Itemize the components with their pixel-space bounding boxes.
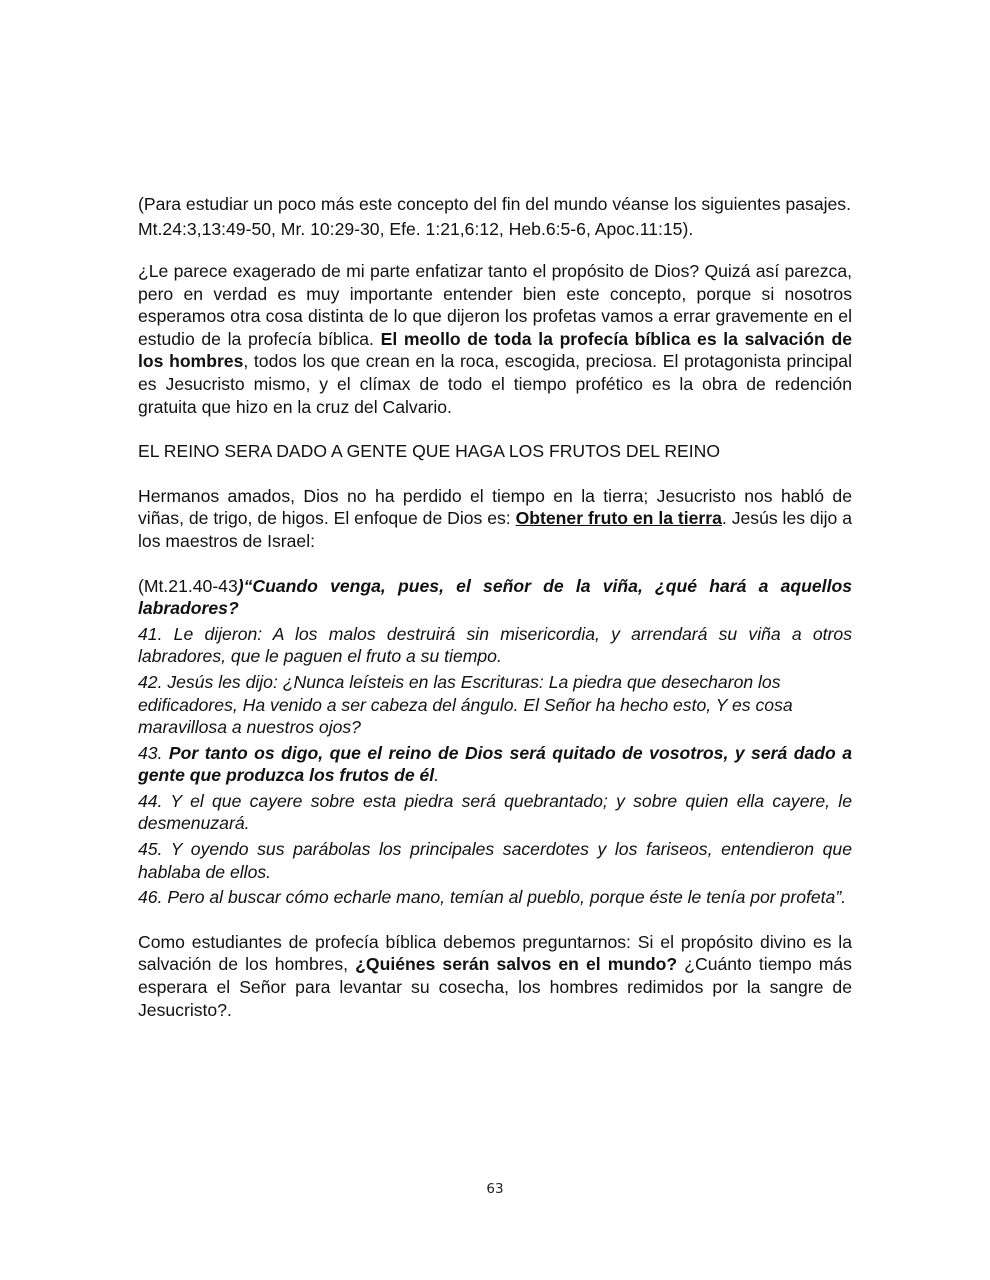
purpose-text-1: ¿Le parece exagerado de mi parte enfatizar tanto el propósito de Dios? Quizá así parezca, pero en verdad es muy importante entender bien este concepto, porque si nosotros esperamos otra cosa distinta de lo que dijeron los profetas vamos a errar gravemente en el estudio de la profecía bíblica. [138,261,852,349]
scripture-verse-42: 42. Jesús les dijo: ¿Nunca leísteis en las Escrituras: La piedra que desecharon los edificadores, Ha venido a ser cabeza del ángulo. El Señor ha hecho esto, Y es cosa maravillosa a nuestros ojos? [138,671,793,738]
fruit-text-1: Hermanos amados, Dios no ha perdido el tiempo en la tierra; Jesucristo nos habló de viñas, de trigo, de higos. El enfoque de Dios es: [138,485,852,529]
question-bold: ¿Quiénes serán salvos en el mundo? [355,954,678,975]
scripture-verse-44: 44. Y el que cayere sobre esta piedra será quebrantado; y sobre quien ella cayere, le desmenuzará. [138,790,852,834]
fruit-text-2: . Jesús les dijo a los maestros de Israel: [138,508,852,551]
purpose-text-2: , todos los que crean en la roca, escogida, preciosa. El protagonista principal es Jesucristo mismo, y el clímax de todo el tiempo profético es la obra de redención gratuita que hizo en la cruz del Calvario. [138,351,852,417]
scripture-verse-43 [138,742,852,787]
verse-40-text: )“Cuando venga, pues, el señor de la viña, ¿qué hará a aquellos labradores? [138,575,852,619]
verse-43-number: 43. [138,742,169,763]
fruit-paragraph [138,485,852,553]
scripture-verse-45: 45. Y oyendo sus parábolas los principales sacerdotes y los fariseos, entendieron que hablaba de ellos. [138,839,852,882]
section-heading: EL REINO SERA DADO A GENTE QUE HAGA LOS FRUTOS DEL REINO [138,441,721,462]
scripture-reference: (Mt.21.40-43 [138,575,238,596]
scripture-verse-46: 46. Pero al buscar cómo echarle mano, temían al pueblo, porque éste le tenía por profeta”. [138,887,847,908]
page-number: 63 [486,1181,504,1197]
verse-43-bold-text: Por tanto os digo, que el reino de Dios será quitado de vosotros, y será dado a gente que produzca los frutos de él [138,742,852,786]
fruit-underlined-phrase: Obtener fruto en la tierra [515,508,722,529]
scripture-verse-41: 41. Le dijeron: A los malos destruirá sin misericordia, y arrendará su viña a otros labradores, que le paguen el fruto a su tiempo. [138,623,852,667]
purpose-bold-statement: El meollo de toda la profecía bíblica es la salvación de los hombres [138,328,852,372]
scripture-verse-40 [138,575,852,620]
purpose-paragraph [138,260,852,418]
intro-paragraph: (Para estudiar un poco más este concepto del fin del mundo véanse los siguientes pasajes. Mt.24:3,13:49-50, Mr. 10:29-30, Efe. 1:21,6:12, Heb.6:5-6, Apoc.11:15). [138,194,851,239]
question-text-1: Como estudiantes de profecía bíblica debemos preguntarnos: Si el propósito divino es la salvación de los hombres, [138,931,852,975]
question-text-2: ¿Cuánto tiempo más esperara el Señor para levantar su cosecha, los hombres redimidos por la sangre de Jesucristo?. [138,954,852,1020]
question-paragraph [138,931,852,1021]
verse-43-end: . [434,765,440,786]
document-body [138,192,852,1021]
